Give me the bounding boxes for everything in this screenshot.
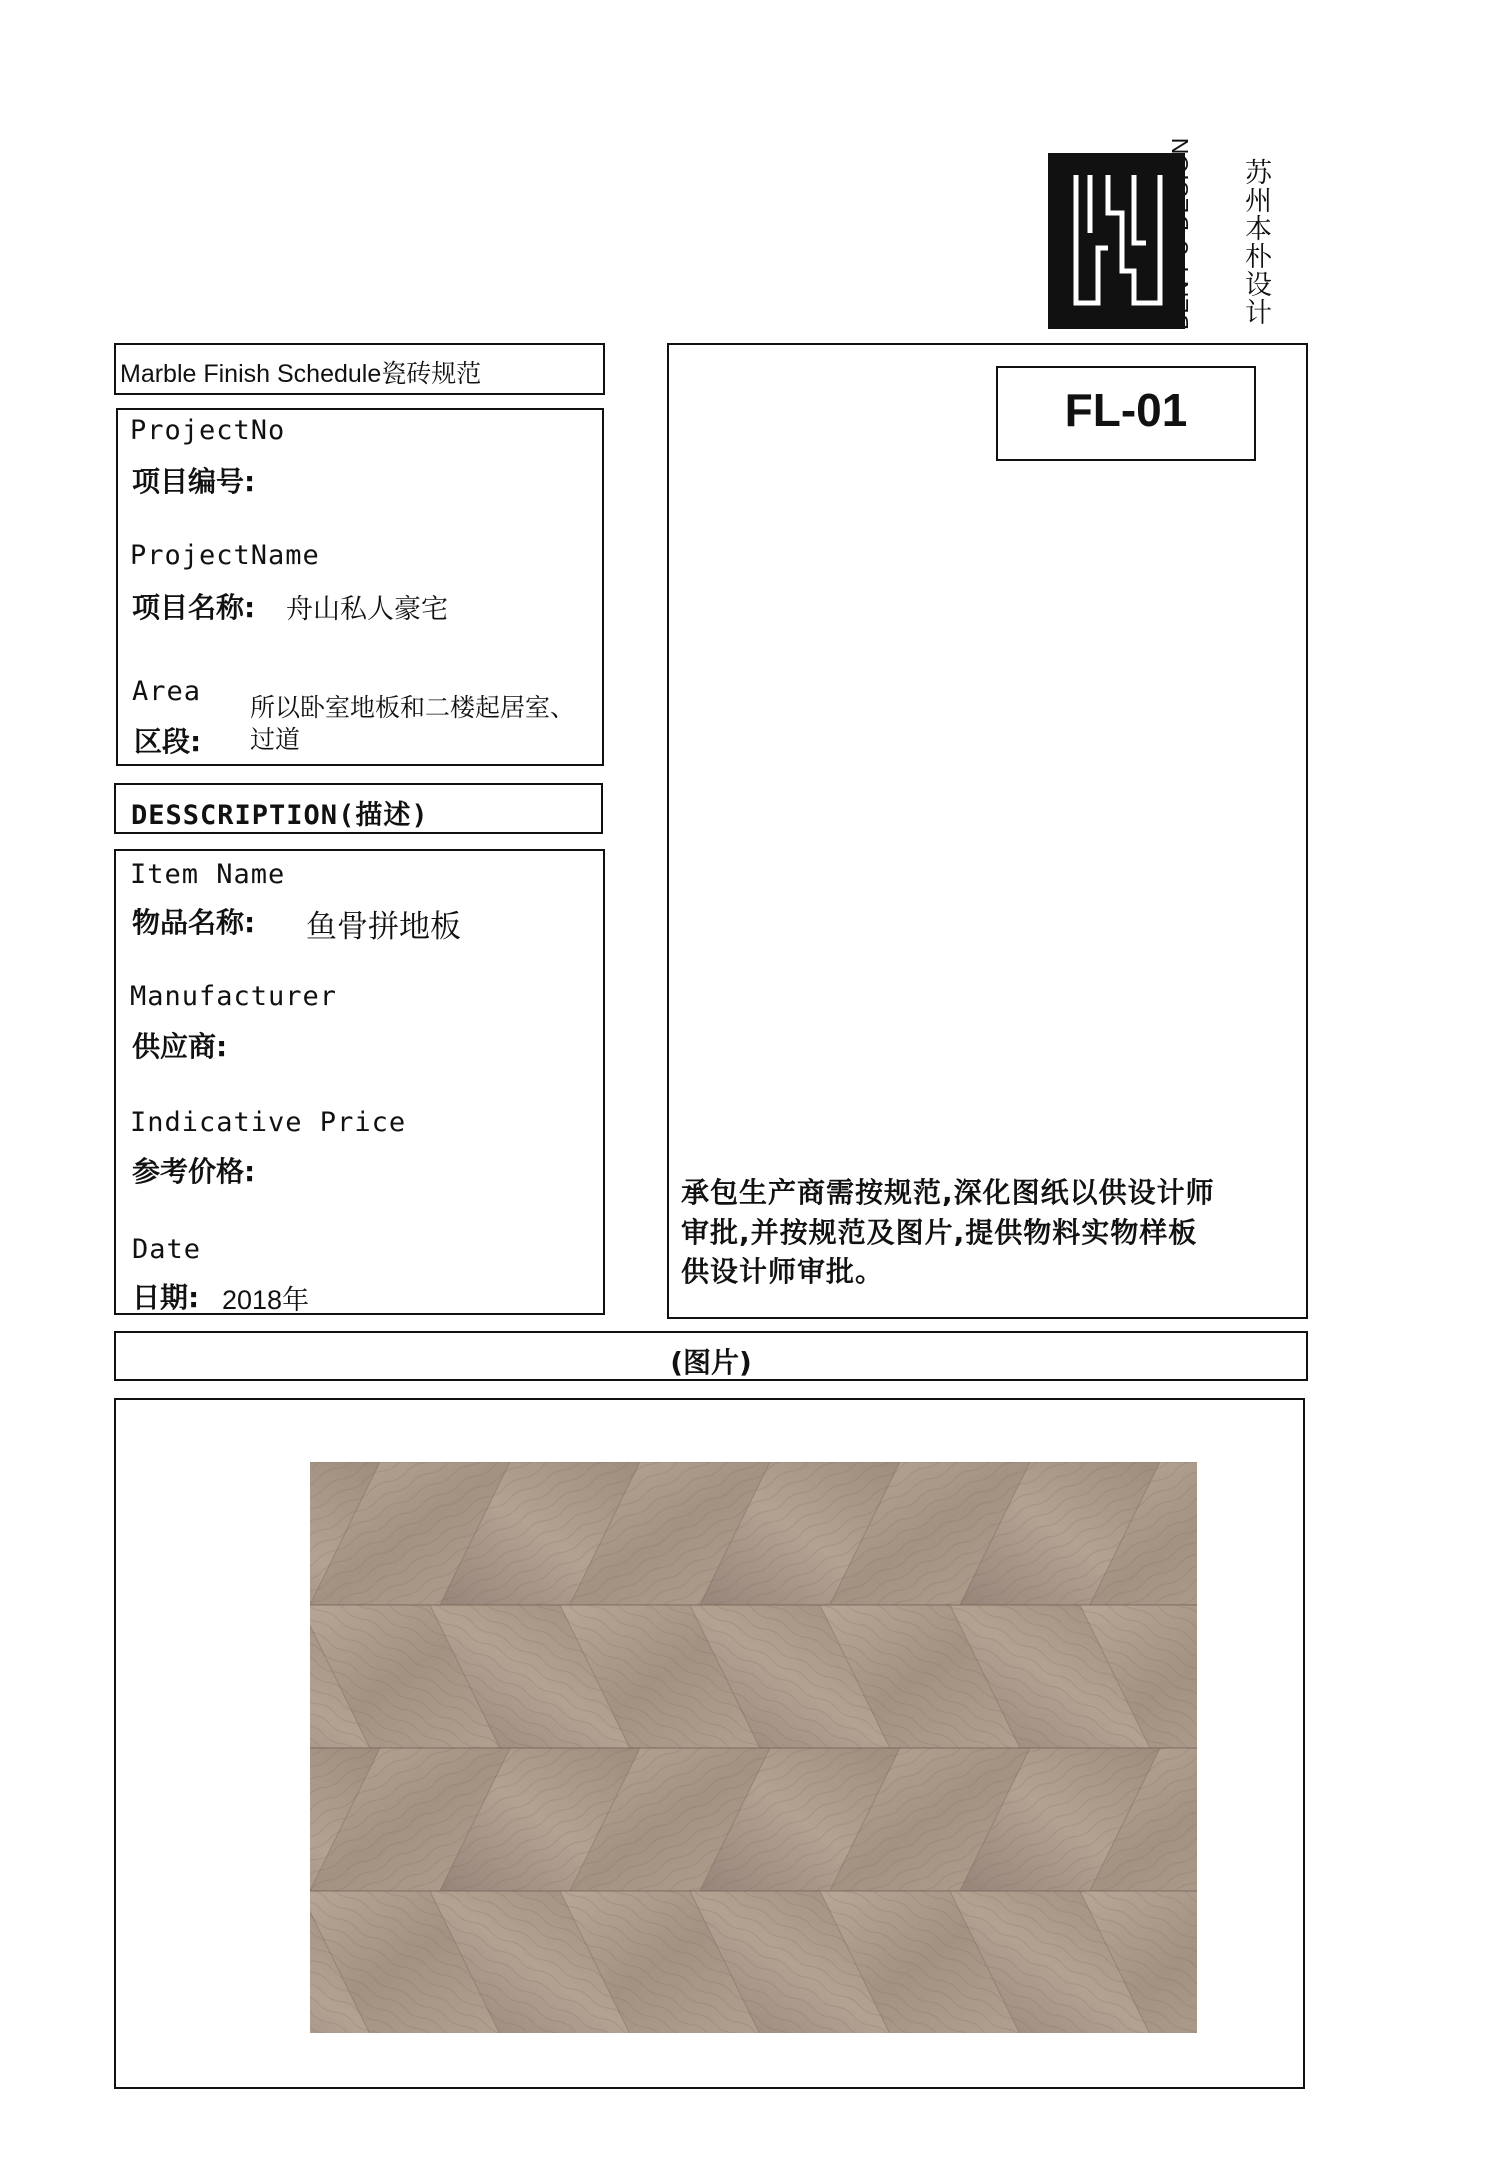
- project-name-value: 舟山私人豪宅: [286, 594, 448, 625]
- item-name-value: 鱼骨拼地板: [306, 909, 461, 945]
- sample-panel: [667, 343, 1308, 1319]
- project-no-label-en: ProjectNo: [130, 415, 286, 446]
- item-name-label-en: Item Name: [130, 859, 286, 890]
- wood-floor-pattern: [310, 1462, 1197, 2033]
- image-heading: (图片): [670, 1346, 752, 1379]
- brand-name-english: BEN PU DESIGN: [1167, 136, 1193, 330]
- item-name-label-cn: 物品名称:: [132, 906, 256, 939]
- price-label-en: Indicative Price: [130, 1107, 407, 1138]
- note-line-1: 承包生产商需按规范,深化图纸以供设计师: [681, 1176, 1215, 1209]
- schedule-title: Marble Finish Schedule瓷砖规范: [120, 360, 482, 388]
- date-label-en: Date: [132, 1234, 202, 1265]
- project-no-label-cn: 项目编号:: [132, 465, 256, 498]
- price-label-cn: 参考价格:: [132, 1155, 256, 1188]
- description-box: [114, 849, 605, 1315]
- image-heading-box: [114, 1331, 1308, 1381]
- brand-name-chinese: 苏州本朴设计: [1240, 158, 1271, 326]
- manufacturer-label-en: Manufacturer: [130, 981, 338, 1012]
- description-heading: DESSCRIPTION(描述): [131, 800, 429, 831]
- area-value-line2: 过道: [250, 725, 301, 754]
- note-line-2: 审批,并按规范及图片,提供物料实物样板: [681, 1216, 1198, 1249]
- code-box: [996, 366, 1256, 461]
- manufacturer-label-cn: 供应商:: [132, 1030, 228, 1063]
- date-value: 2018年: [222, 1285, 310, 1315]
- project-name-label-en: ProjectName: [130, 540, 320, 571]
- description-heading-box: [114, 783, 603, 834]
- project-name-label-cn: 项目名称:: [132, 591, 256, 624]
- project-info-box: [116, 408, 604, 766]
- image-box: [114, 1398, 1305, 2089]
- area-label-cn: 区段:: [134, 725, 202, 758]
- area-value-line1: 所以卧室地板和二楼起居室、: [250, 693, 576, 722]
- material-code: FL-01: [1064, 384, 1188, 436]
- note-line-3: 供设计师审批。: [681, 1255, 885, 1288]
- herringbone-floor-image: [310, 1462, 1197, 2033]
- schedule-title-box: [114, 343, 605, 395]
- date-label-cn: 日期:: [132, 1281, 200, 1314]
- area-label-en: Area: [132, 676, 202, 707]
